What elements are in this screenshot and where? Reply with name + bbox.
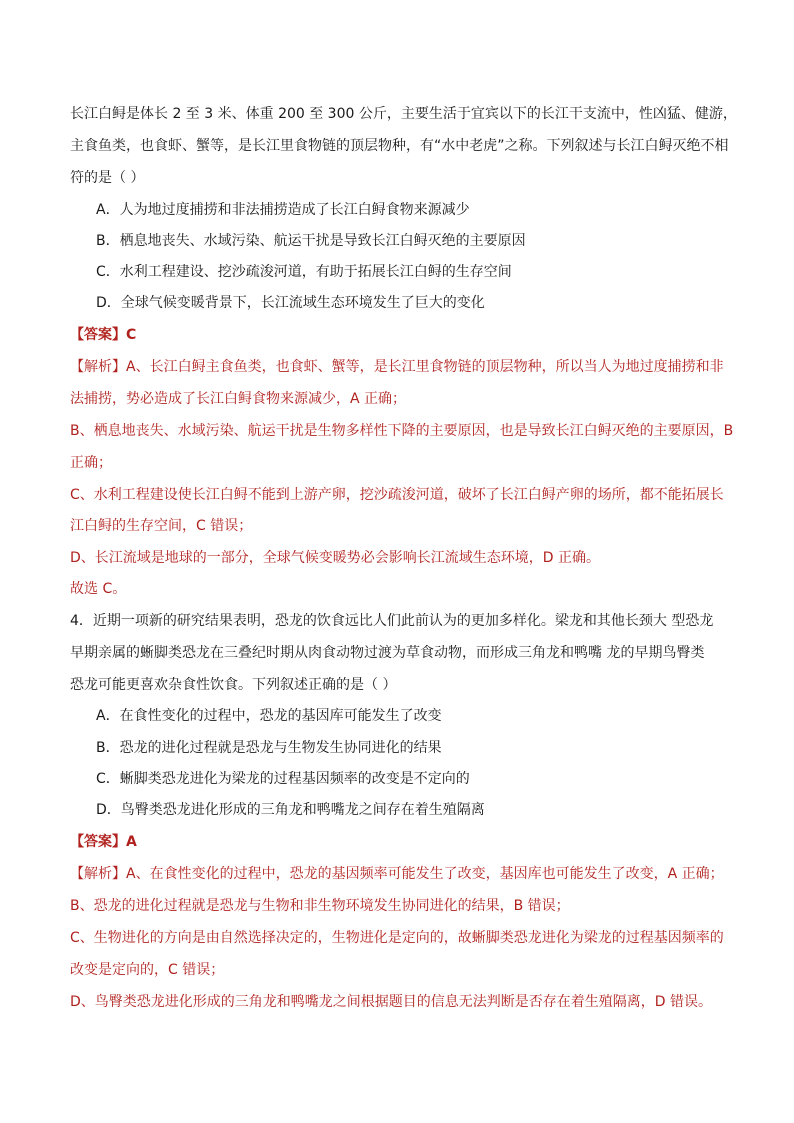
q3-option-c: C．水利工程建设、挖沙疏浚河道，有助于拓展长江白鲟的生存空间 [96,264,512,280]
q4-stem-line-3: 恐龙可能更喜欢杂食性饮食。下列叙述正确的是（ ） [70,677,397,693]
q4-answer: 【答案】A [70,834,137,850]
q3-analysis-line-3: B、栖息地丧失、水域污染、航运干扰是生物多样性下降的主要原因，也是导致长江白鲟灭绝的主要原因，B [70,423,734,439]
q3-analysis-line-8: 故选 C。 [70,581,127,597]
q3-stem-line-1: 长江白鲟是体长 2 至 3 米、体重 200 至 300 公斤，主要生活于宜宾以下的长江干支流中，性凶猛、健游， [70,106,737,122]
q3-stem-line-3: 符的是（ ） [70,170,145,186]
q4-option-d: D．鸟臀类恐龙进化形成的三角龙和鸭嘴龙之间存在着生殖隔离 [96,802,485,818]
q3-analysis-line-2: 法捕捞，势必造成了长江白鲟食物来源减少，A 正确； [70,391,407,407]
q3-stem-line-2: 主食鱼类，也食虾、蟹等，是长江里食物链的顶层物种，有“水中老虎”之称。下列叙述与长江白鲟灭绝不相 [70,138,729,154]
q4-analysis-line-5: D、鸟臀类恐龙进化形成的三角龙和鸭嘴龙之间根据题目的信息无法判断是否存在着生殖隔离，D 错误。 [70,994,713,1010]
q3-analysis-line-5: C、水利工程建设使长江白鲟不能到上游产卵，挖沙疏浚河道，破坏了长江白鲟产卵的场所，都不能拓展长 [70,487,724,503]
q3-option-d: D．全球气候变暖背景下，长江流域生态环境发生了巨大的变化 [96,295,485,311]
q3-analysis-line-4: 正确； [70,455,112,471]
q3-analysis-line-1: 【解析】A、长江白鲟主食鱼类，也食虾、蟹等，是长江里食物链的顶层物种，所以当人为地过度捕捞和非 [70,359,724,375]
q4-analysis-line-2: B、恐龙的进化过程就是恐龙与生物和非生物环境发生协同进化的结果，B 错误； [70,898,570,914]
q3-answer: 【答案】C [70,327,137,343]
q3-analysis-line-6: 江白鲟的生存空间，C 错误； [70,518,253,534]
q4-analysis-line-1: 【解析】A、在食性变化的过程中，恐龙的基因频率可能发生了改变，基因库也可能发生了改变，A 正确； [70,866,724,882]
q3-option-b: B．栖息地丧失、水域污染、航运干扰是导致长江白鲟灭绝的主要原因 [96,233,526,249]
q3-analysis-line-7: D、长江流域是地球的一部分，全球气候变暖势必会影响长江流域生态环境，D 正确。 [70,550,601,566]
q4-option-c: C．蜥脚类恐龙进化为梁龙的过程基因频率的改变是不定向的 [96,771,470,787]
q4-stem-line-2: 早期亲属的蜥脚类恐龙在三叠纪时期从肉食动物过渡为草食动物，而形成三角龙和鸭嘴 龙的早期鸟臀类 [70,645,705,661]
q4-stem-line-1: 4．近期一项新的研究结果表明，恐龙的饮食远比人们此前认为的更加多样化。梁龙和其他长颈大 型恐龙 [70,613,714,629]
q4-option-b: B．恐龙的进化过程就是恐龙与生物发生协同进化的结果 [96,740,442,756]
q4-option-a: A．在食性变化的过程中，恐龙的基因库可能发生了改变 [96,708,442,724]
q3-option-a: A．人为地过度捕捞和非法捕捞造成了长江白鲟食物来源减少 [96,202,470,218]
q4-analysis-line-4: 改变是定向的，C 错误； [70,962,225,978]
q4-analysis-line-3: C、生物进化的方向是由自然选择决定的，生物进化是定向的，故蜥脚类恐龙进化为梁龙的过程基因频率的 [70,930,724,946]
